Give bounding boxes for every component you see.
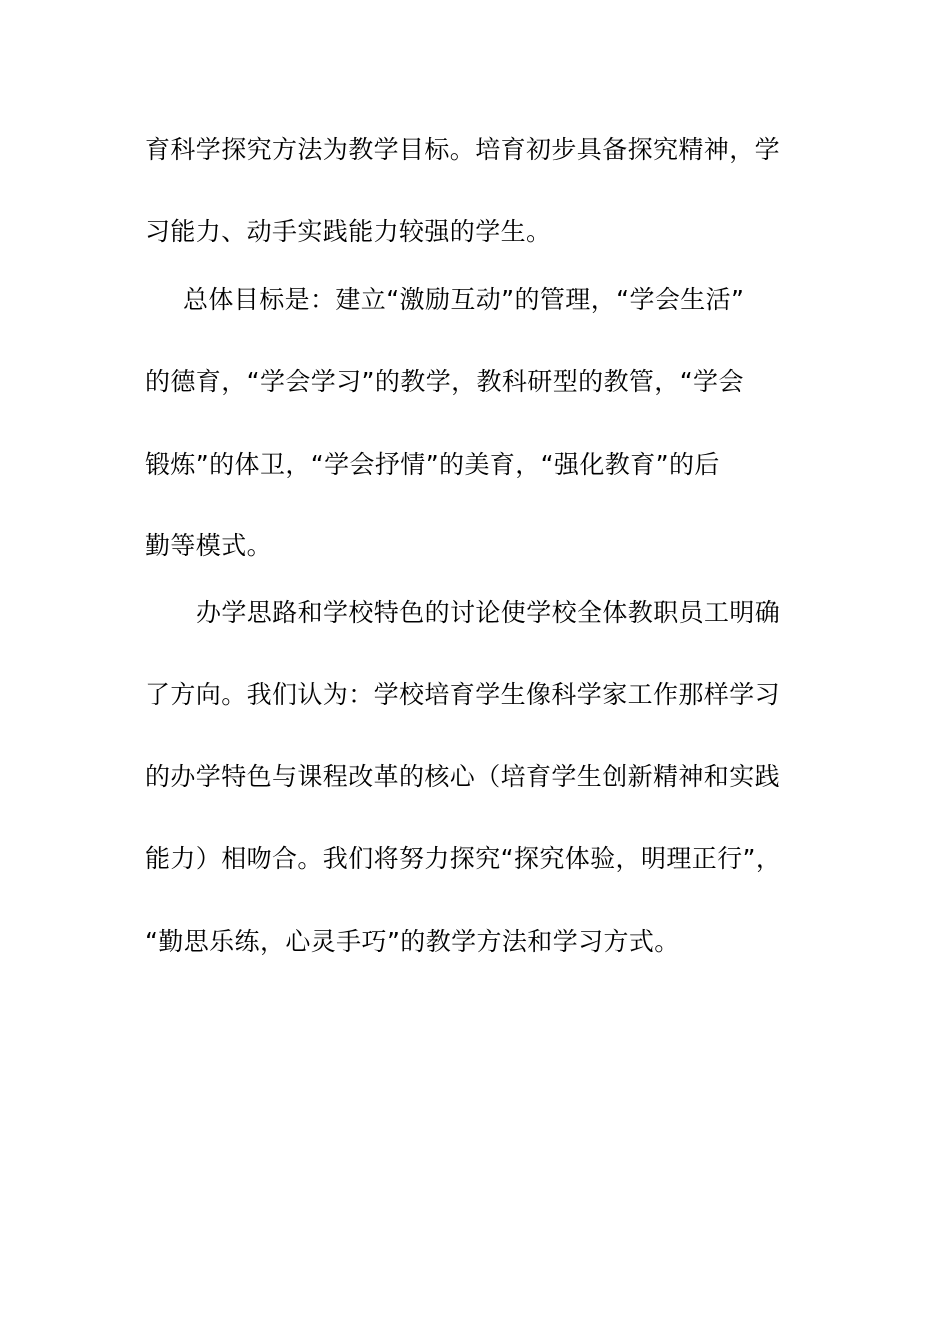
text-line: 的德育，“学会学习”的教学，教科研型的教管，“学会 <box>145 367 744 396</box>
text-line: 能力）相吻合。我们将努力探究“探究体验，明理正行”， <box>145 844 782 873</box>
text-line: 办学思路和学校特色的讨论使学校全体教职员工明确 <box>196 598 781 627</box>
text-line: 勤等模式。 <box>145 531 273 560</box>
text-line: 锻炼”的体卫，“学会抒情”的美育，“强化教育”的后 <box>145 450 720 479</box>
text-line: 了方向。我们认为：学校培育学生像科学家工作那样学习 <box>145 680 781 709</box>
text-line: 育科学探究方法为教学目标。培育初步具备探究精神，学 <box>145 135 781 164</box>
text-line: “勤思乐练，心灵手巧”的教学方法和学习方式。 <box>145 927 680 956</box>
text-line: 总体目标是：建立“激励互动”的管理，“学会生活” <box>183 285 745 314</box>
text-line: 的办学特色与课程改革的核心（培育学生创新精神和实践 <box>145 762 781 791</box>
text-line: 习能力、动手实践能力较强的学生。 <box>145 217 552 246</box>
